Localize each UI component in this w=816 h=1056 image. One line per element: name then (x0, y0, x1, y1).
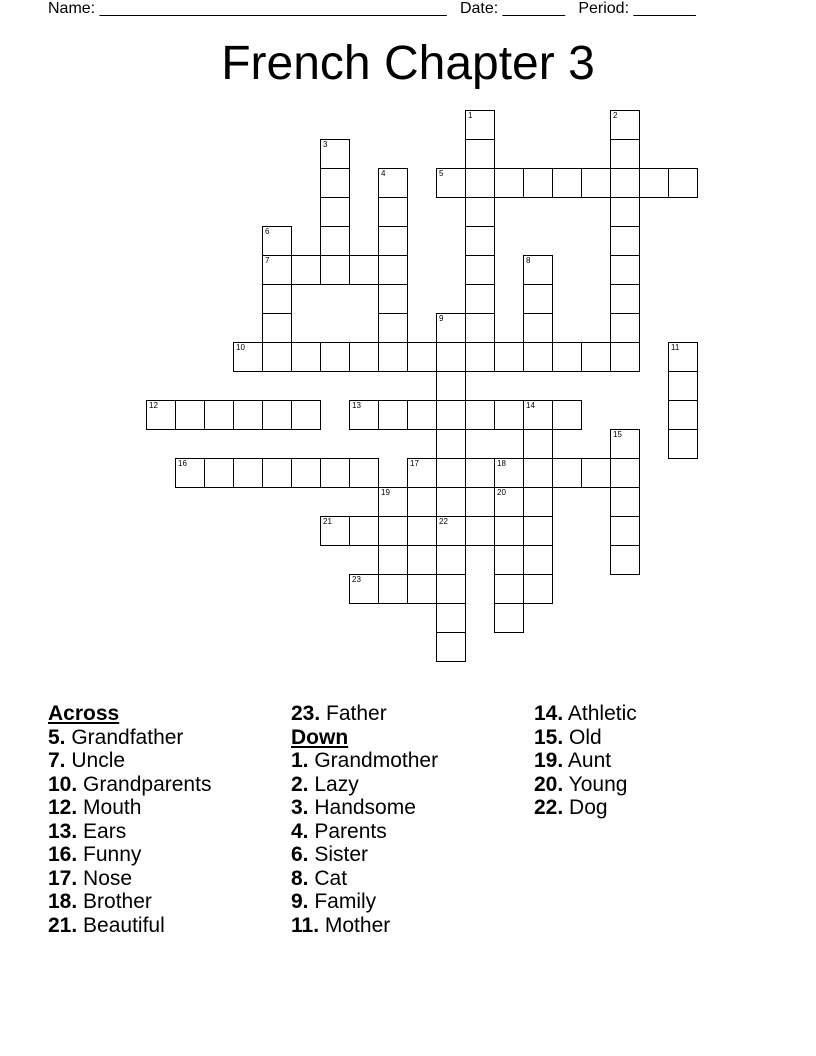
grid-cell[interactable] (552, 400, 582, 430)
grid-cell[interactable] (407, 458, 437, 488)
grid-cell[interactable] (204, 400, 234, 430)
grid-cell[interactable] (494, 574, 524, 604)
grid-cell[interactable] (378, 342, 408, 372)
grid-cell[interactable] (465, 226, 495, 256)
clue-number: 23 (352, 575, 361, 584)
grid-cell[interactable] (262, 313, 292, 343)
grid-cell[interactable] (494, 545, 524, 575)
clue-number: 14 (526, 401, 535, 410)
grid-cell[interactable] (436, 458, 466, 488)
grid-cell[interactable] (552, 342, 582, 372)
grid-cell[interactable] (523, 255, 553, 285)
grid-cell[interactable] (436, 545, 466, 575)
down-clue: 22. Dog (534, 796, 608, 819)
grid-cell[interactable] (523, 400, 553, 430)
grid-cell[interactable] (204, 458, 234, 488)
grid-cell[interactable] (233, 458, 263, 488)
clue-column-3 (534, 702, 637, 820)
grid-cell[interactable] (233, 400, 263, 430)
grid-cell[interactable] (349, 255, 379, 285)
grid-cell[interactable] (581, 458, 611, 488)
grid-cell[interactable] (378, 574, 408, 604)
grid-cell[interactable] (262, 342, 292, 372)
grid-cell[interactable] (494, 603, 524, 633)
clue-number: 12 (149, 401, 158, 410)
across-clue: 5. Grandfather (48, 725, 184, 749)
grid-cell[interactable] (465, 168, 495, 198)
clue-number: 4 (381, 169, 386, 178)
across-clue: 23. Father (291, 702, 387, 725)
grid-cell[interactable] (378, 313, 408, 343)
grid-cell[interactable] (320, 458, 350, 488)
date-blank[interactable]: _______ (502, 0, 565, 17)
grid-cell[interactable] (320, 255, 350, 285)
grid-cell[interactable] (378, 168, 408, 198)
grid-cell[interactable] (523, 545, 553, 575)
grid-cell[interactable] (610, 313, 640, 343)
grid-cell[interactable] (378, 545, 408, 575)
grid-cell[interactable] (581, 168, 611, 198)
grid-cell[interactable] (610, 516, 640, 546)
grid-cell[interactable] (523, 168, 553, 198)
grid-cell[interactable] (320, 197, 350, 227)
grid-cell[interactable] (494, 342, 524, 372)
grid-cell[interactable] (610, 429, 640, 459)
grid-cell[interactable] (291, 342, 321, 372)
grid-cell[interactable] (668, 429, 698, 459)
grid-cell[interactable] (436, 632, 466, 662)
grid-cell[interactable] (494, 516, 524, 546)
grid-cell[interactable] (610, 139, 640, 169)
grid-cell[interactable] (552, 458, 582, 488)
grid-cell[interactable] (175, 458, 205, 488)
date-label: Date: (459, 0, 499, 17)
grid-cell[interactable] (668, 400, 698, 430)
grid-cell[interactable] (523, 342, 553, 372)
grid-cell[interactable] (436, 574, 466, 604)
clue-number: 7 (265, 256, 270, 265)
grid-cell[interactable] (378, 255, 408, 285)
grid-cell[interactable] (349, 458, 379, 488)
across-clue: 18. Brother (48, 890, 152, 913)
grid-cell[interactable] (407, 516, 437, 546)
grid-cell[interactable] (378, 197, 408, 227)
grid-cell[interactable] (465, 284, 495, 314)
grid-cell[interactable] (523, 284, 553, 314)
grid-cell[interactable] (320, 139, 350, 169)
clue-number: 5 (439, 169, 444, 178)
grid-cell[interactable] (610, 255, 640, 285)
grid-cell[interactable] (378, 516, 408, 546)
grid-cell[interactable] (494, 400, 524, 430)
grid-cell[interactable] (668, 342, 698, 372)
name-blank[interactable]: _______________________________________ (99, 0, 447, 17)
grid-cell[interactable] (523, 458, 553, 488)
grid-cell[interactable] (436, 429, 466, 459)
clue-number: 3 (323, 140, 328, 149)
grid-cell[interactable] (146, 400, 176, 430)
down-clue: 20. Young (534, 772, 628, 796)
grid-cell[interactable] (436, 313, 466, 343)
grid-cell[interactable] (349, 342, 379, 372)
clue-number: 6 (265, 227, 270, 236)
across-clue: 21. Beautiful (48, 913, 165, 937)
clue-number: 21 (323, 517, 332, 526)
period-label: Period: (578, 0, 630, 17)
down-heading: Down (291, 725, 349, 749)
down-clue: 6. Sister (291, 843, 369, 866)
down-clue: 19. Aunt (534, 749, 612, 772)
grid-cell[interactable] (378, 284, 408, 314)
grid-cell[interactable] (668, 371, 698, 401)
down-clue: 11. Mother (291, 913, 391, 937)
down-clue: 2. Lazy (291, 772, 359, 796)
grid-cell[interactable] (436, 371, 466, 401)
grid-cell[interactable] (523, 429, 553, 459)
grid-cell[interactable] (262, 255, 292, 285)
grid-cell[interactable] (668, 168, 698, 198)
across-clue: 13. Ears (48, 819, 127, 843)
grid-cell[interactable] (436, 342, 466, 372)
grid-cell[interactable] (291, 255, 321, 285)
down-clue: 8. Cat (291, 866, 348, 890)
grid-cell[interactable] (523, 516, 553, 546)
grid-cell[interactable] (436, 603, 466, 633)
clue-number: 11 (671, 343, 680, 352)
grid-cell[interactable] (581, 342, 611, 372)
grid-cell[interactable] (262, 400, 292, 430)
clue-number: 1 (468, 111, 473, 120)
clue-number: 13 (352, 401, 361, 410)
clue-number: 18 (497, 459, 506, 468)
clue-number: 19 (381, 488, 390, 497)
clue-column-2 (291, 702, 438, 937)
grid-cell[interactable] (465, 255, 495, 285)
grid-cell[interactable] (378, 226, 408, 256)
grid-cell[interactable] (465, 516, 495, 546)
clue-number: 9 (439, 314, 444, 323)
grid-cell[interactable] (320, 516, 350, 546)
grid-cell[interactable] (610, 342, 640, 372)
grid-cell[interactable] (291, 458, 321, 488)
grid-cell[interactable] (610, 226, 640, 256)
grid-cell[interactable] (436, 516, 466, 546)
grid-cell[interactable] (436, 168, 466, 198)
grid-cell[interactable] (523, 487, 553, 517)
page-title: French Chapter 3 (221, 37, 595, 90)
clue-number: 17 (410, 459, 419, 468)
grid-cell[interactable] (465, 313, 495, 343)
grid-cell[interactable] (233, 342, 263, 372)
grid-cell[interactable] (523, 313, 553, 343)
clue-number: 2 (613, 111, 618, 120)
across-clue: 10. Grandparents (48, 772, 212, 796)
down-clue: 15. Old (534, 725, 602, 749)
grid-cell[interactable] (465, 197, 495, 227)
grid-cell[interactable] (407, 574, 437, 604)
grid-cell[interactable] (523, 574, 553, 604)
clue-column-1 (48, 702, 211, 937)
across-clue: 12. Mouth (48, 796, 142, 819)
grid-cell[interactable] (291, 400, 321, 430)
grid-cell[interactable] (349, 574, 379, 604)
grid-cell[interactable] (407, 400, 437, 430)
period-blank[interactable]: _______ (633, 0, 696, 17)
grid-cell[interactable] (465, 458, 495, 488)
clue-number: 15 (613, 430, 622, 439)
grid-cell[interactable] (349, 516, 379, 546)
clue-number: 10 (236, 343, 245, 352)
down-clue: 1. Grandmother (291, 749, 439, 772)
name-label: Name: (48, 0, 96, 17)
grid-cell[interactable] (407, 342, 437, 372)
grid-cell[interactable] (465, 342, 495, 372)
grid-cell[interactable] (610, 545, 640, 575)
grid-cell[interactable] (320, 342, 350, 372)
grid-cell[interactable] (494, 487, 524, 517)
grid-cell[interactable] (320, 168, 350, 198)
grid-cell[interactable] (436, 487, 466, 517)
grid-cell[interactable] (320, 226, 350, 256)
grid-cell[interactable] (610, 168, 640, 198)
down-clue: 14. Athletic (534, 702, 637, 725)
across-clue: 17. Nose (48, 866, 133, 890)
grid-cell[interactable] (436, 400, 466, 430)
down-clue: 3. Handsome (291, 796, 416, 819)
grid-cell[interactable] (262, 226, 292, 256)
down-clue: 4. Parents (291, 819, 387, 843)
grid-cell[interactable] (610, 487, 640, 517)
grid-cell[interactable] (262, 284, 292, 314)
grid-cell[interactable] (465, 110, 495, 140)
clue-number: 16 (178, 459, 187, 468)
grid-cell[interactable] (465, 139, 495, 169)
grid-cell[interactable] (349, 400, 379, 430)
grid-cell[interactable] (494, 168, 524, 198)
grid-cell[interactable] (262, 458, 292, 488)
grid-cell[interactable] (610, 284, 640, 314)
grid-cell[interactable] (610, 197, 640, 227)
grid-cell[interactable] (378, 400, 408, 430)
across-clue: 16. Funny (48, 843, 142, 866)
down-clue: 9. Family (291, 890, 377, 913)
grid-cell[interactable] (610, 458, 640, 488)
clue-number: 8 (526, 256, 531, 265)
across-clue: 7. Uncle (48, 749, 126, 772)
clue-number: 22 (439, 517, 448, 526)
grid-cell[interactable] (378, 487, 408, 517)
across-heading: Across (48, 702, 120, 725)
grid-cell[interactable] (610, 110, 640, 140)
grid-cell[interactable] (175, 400, 205, 430)
clue-number: 20 (497, 488, 506, 497)
grid-cell[interactable] (639, 168, 669, 198)
grid-cell[interactable] (552, 168, 582, 198)
grid-cell[interactable] (494, 458, 524, 488)
grid-cell[interactable] (465, 400, 495, 430)
